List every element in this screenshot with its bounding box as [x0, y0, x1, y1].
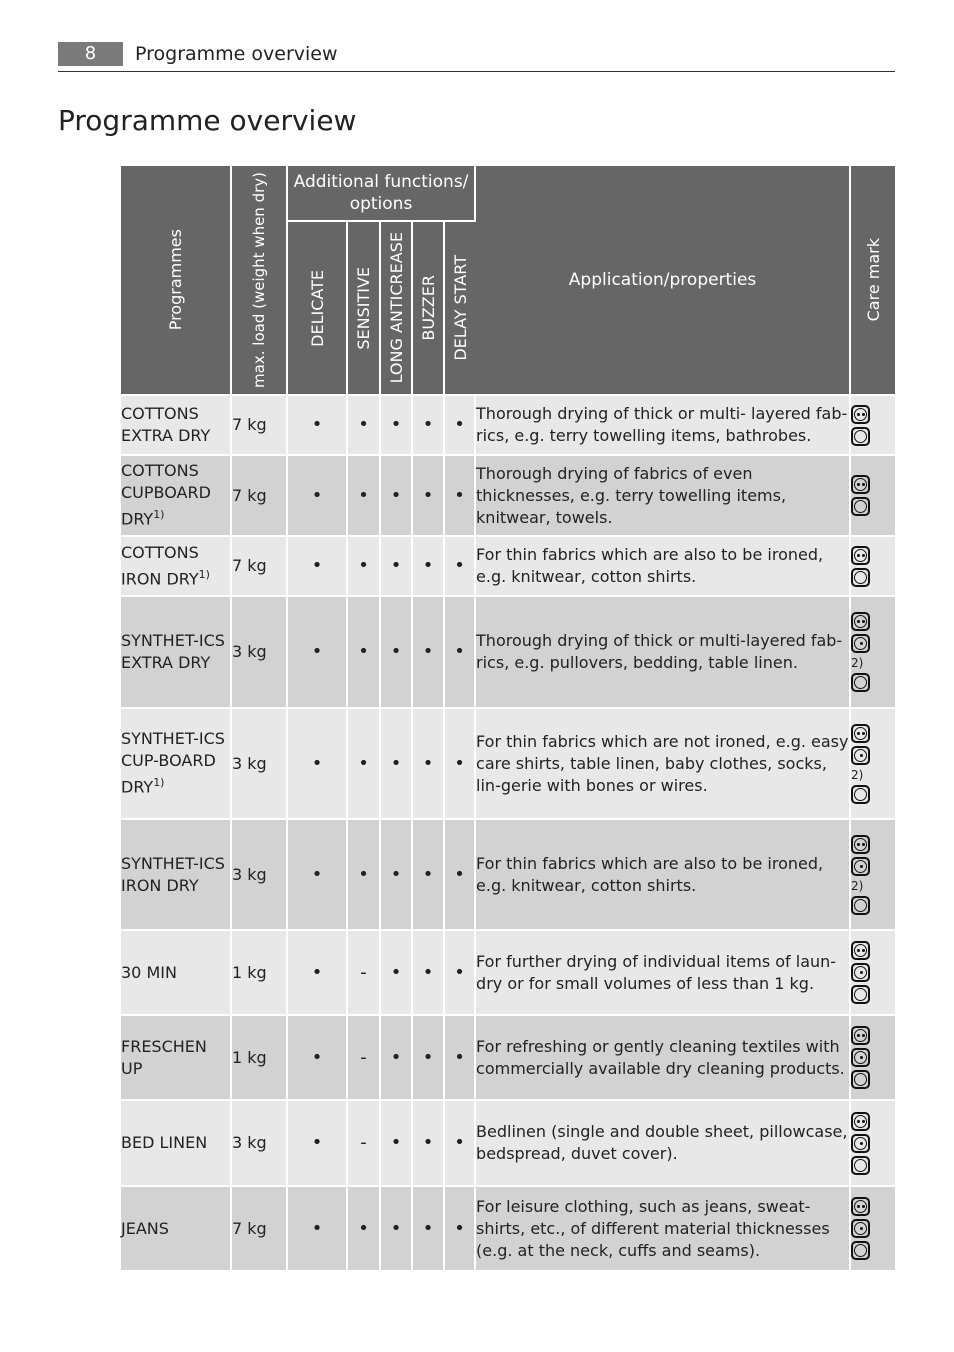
tumble-dry-icon: [851, 568, 870, 587]
footnote-ref: 1): [198, 567, 210, 581]
option-availability: •: [381, 456, 413, 537]
option-availability: -: [348, 1101, 381, 1187]
programme-name: COTTONS CUPBOARD DRY$^{1)}$: [121, 456, 232, 537]
care-mark: [851, 537, 895, 597]
tumble-dry-icon: [851, 1241, 870, 1260]
tumble-dry-low-icon: [851, 1134, 870, 1153]
max-load: 7 kg: [232, 456, 288, 537]
option-availability: •: [348, 597, 381, 709]
option-availability: •: [381, 1016, 413, 1101]
option-availability: •: [288, 709, 348, 820]
tumble-dry-icon: [851, 673, 870, 692]
option-availability: •: [413, 1101, 445, 1187]
table-row: [121, 537, 895, 597]
option-availability: •: [348, 1187, 381, 1272]
care-footnote: 2): [851, 656, 864, 670]
application-text: Thorough drying of thick or multi-layered fab-rics, e.g. pullovers, bedding, table linen.: [476, 597, 851, 709]
table-row: [121, 931, 895, 1016]
option-availability: •: [381, 820, 413, 931]
footnote-ref: 1): [153, 776, 165, 790]
tumble-dry-icon: [851, 985, 870, 1004]
application-text: For thin fabrics which are also to be ironed, e.g. knitwear, cotton shirts.: [476, 820, 851, 931]
max-load: 7 kg: [232, 537, 288, 597]
option-availability: •: [445, 597, 476, 709]
tumble-dry-icon: [851, 1070, 870, 1089]
option-availability: •: [288, 820, 348, 931]
page-number: 8: [58, 42, 123, 66]
footnote-ref: 1): [153, 508, 165, 522]
option-availability: •: [445, 820, 476, 931]
table-row: [121, 709, 895, 820]
max-load: 3 kg: [232, 709, 288, 820]
max-load: 3 kg: [232, 1101, 288, 1187]
programme-name: SYNTHET-ICS EXTRA DRY: [121, 597, 232, 709]
tumble-dry-low-icon: [851, 746, 870, 765]
tumble-dry-high-icon: [851, 724, 870, 743]
option-availability: •: [381, 709, 413, 820]
tumble-dry-icon: [851, 896, 870, 915]
option-availability: •: [381, 597, 413, 709]
tumble-dry-high-icon: [851, 835, 870, 854]
option-availability: •: [445, 931, 476, 1016]
col-header-load: max. load (weight when dry): [232, 166, 288, 396]
application-text: For leisure clothing, such as jeans, sweat-shirts, etc., of different material thicknesses (e.g. at the neck, cuffs and seams).: [476, 1187, 851, 1272]
programme-name: FRESCHEN UP: [121, 1016, 232, 1101]
table-row: [121, 597, 895, 709]
option-availability: •: [381, 1187, 413, 1272]
care-mark: [851, 1016, 895, 1101]
option-availability: •: [413, 1187, 445, 1272]
application-text: Bedlinen (single and double sheet, pillowcase, bedspread, duvet cover).: [476, 1101, 851, 1187]
option-availability: •: [445, 537, 476, 597]
option-availability: •: [413, 456, 445, 537]
option-availability: •: [381, 537, 413, 597]
care-footnote: 2): [851, 767, 864, 782]
tumble-dry-icon: [851, 785, 870, 804]
col-header-option: LONG ANTICREASE: [381, 222, 413, 396]
option-availability: •: [413, 396, 445, 456]
option-availability: •: [288, 1101, 348, 1187]
programme-name: COTTONS IRON DRY$^{1)}$: [121, 537, 232, 597]
max-load: 3 kg: [232, 820, 288, 931]
option-availability: •: [413, 931, 445, 1016]
option-availability: •: [381, 396, 413, 456]
tumble-dry-low-icon: [851, 634, 870, 653]
care-mark: [851, 931, 895, 1016]
tumble-dry-icon: [851, 497, 870, 516]
option-availability: •: [288, 931, 348, 1016]
option-availability: •: [445, 1101, 476, 1187]
tumble-dry-low-icon: [851, 1048, 870, 1067]
programme-name: SYNTHET-ICS IRON DRY: [121, 820, 232, 931]
table-row: [121, 820, 895, 931]
option-availability: •: [348, 820, 381, 931]
col-header-option: DELICATE: [288, 222, 348, 396]
programme-name: COTTONS EXTRA DRY: [121, 396, 232, 456]
option-availability: •: [348, 537, 381, 597]
care-mark: [851, 1101, 895, 1187]
col-header-option: SENSITIVE: [348, 222, 381, 396]
option-availability: •: [445, 1187, 476, 1272]
option-availability: •: [288, 597, 348, 709]
col-header-programmes: Programmes: [121, 166, 232, 396]
option-availability: •: [348, 456, 381, 537]
max-load: 1 kg: [232, 931, 288, 1016]
table-row: [121, 456, 895, 537]
option-availability: •: [413, 597, 445, 709]
option-availability: •: [348, 709, 381, 820]
tumble-dry-high-icon: [851, 941, 870, 960]
col-header-application: Application/properties: [476, 166, 851, 396]
option-availability: •: [288, 396, 348, 456]
col-header-option: DELAY START: [445, 222, 476, 396]
tumble-dry-high-icon: [851, 1112, 870, 1131]
col-header-option: BUZZER: [413, 222, 445, 396]
option-availability: -: [348, 931, 381, 1016]
tumble-dry-high-icon: [851, 1197, 870, 1216]
tumble-dry-high-icon: [851, 1026, 870, 1045]
application-text: For refreshing or gently cleaning textiles with commercially available dry cleaning products.: [476, 1016, 851, 1101]
table-row: [121, 1101, 895, 1187]
option-availability: -: [348, 1016, 381, 1101]
table-row: [121, 1187, 895, 1272]
max-load: 7 kg: [232, 396, 288, 456]
application-text: Thorough drying of thick or multi- layered fab-rics, e.g. terry towelling items, bathrobes.: [476, 396, 851, 456]
tumble-dry-high-icon: [851, 405, 870, 424]
programme-name: 30 MIN: [121, 931, 232, 1016]
col-header-additional: Additional functions/ options: [288, 166, 476, 222]
care-mark: [851, 456, 895, 537]
care-mark: [851, 1187, 895, 1272]
application-text: For further drying of individual items of laun-dry or for small volumes of less than 1 kg.: [476, 931, 851, 1016]
tumble-dry-low-icon: [851, 857, 870, 876]
care-mark: [851, 709, 895, 820]
max-load: 3 kg: [232, 597, 288, 709]
option-availability: •: [288, 537, 348, 597]
option-availability: •: [413, 537, 445, 597]
option-availability: •: [288, 1016, 348, 1101]
tumble-dry-low-icon: [851, 963, 870, 982]
tumble-dry-icon: [851, 427, 870, 446]
care-mark: [851, 396, 895, 456]
application-text: For thin fabrics which are also to be ironed, e.g. knitwear, cotton shirts.: [476, 537, 851, 597]
option-availability: •: [445, 396, 476, 456]
option-availability: •: [445, 1016, 476, 1101]
tumble-dry-high-icon: [851, 612, 870, 631]
option-availability: •: [413, 820, 445, 931]
max-load: 1 kg: [232, 1016, 288, 1101]
tumble-dry-icon: [851, 1156, 870, 1175]
tumble-dry-low-icon: [851, 1219, 870, 1238]
running-header-title: Programme overview: [135, 43, 338, 65]
tumble-dry-high-icon: [851, 475, 870, 494]
option-availability: •: [288, 456, 348, 537]
option-availability: •: [381, 1101, 413, 1187]
care-footnote: 2): [851, 878, 864, 893]
page-title: Programme overview: [58, 104, 357, 137]
care-mark: [851, 597, 895, 709]
application-text: For thin fabrics which are not ironed, e.g. easy care shirts, table linen, baby clothes, socks, lin-gerie with bones or wires.: [476, 709, 851, 820]
col-header-care: Care mark: [851, 166, 895, 396]
programme-name: SYNTHET-ICS CUP-BOARD DRY$^{1)}$: [121, 709, 232, 820]
option-availability: •: [381, 931, 413, 1016]
application-text: Thorough drying of fabrics of even thicknesses, e.g. terry towelling items, knitwear, towels.: [476, 456, 851, 537]
table-row: [121, 1016, 895, 1101]
running-header: [58, 42, 895, 72]
programme-name: BED LINEN: [121, 1101, 232, 1187]
tumble-dry-high-icon: [851, 546, 870, 565]
programme-table: [121, 166, 895, 1272]
option-availability: •: [413, 709, 445, 820]
option-availability: •: [445, 709, 476, 820]
option-availability: •: [288, 1187, 348, 1272]
care-mark: [851, 820, 895, 931]
table-row: [121, 396, 895, 456]
option-availability: •: [413, 1016, 445, 1101]
max-load: 7 kg: [232, 1187, 288, 1272]
programme-name: JEANS: [121, 1187, 232, 1272]
option-availability: •: [445, 456, 476, 537]
option-availability: •: [348, 396, 381, 456]
